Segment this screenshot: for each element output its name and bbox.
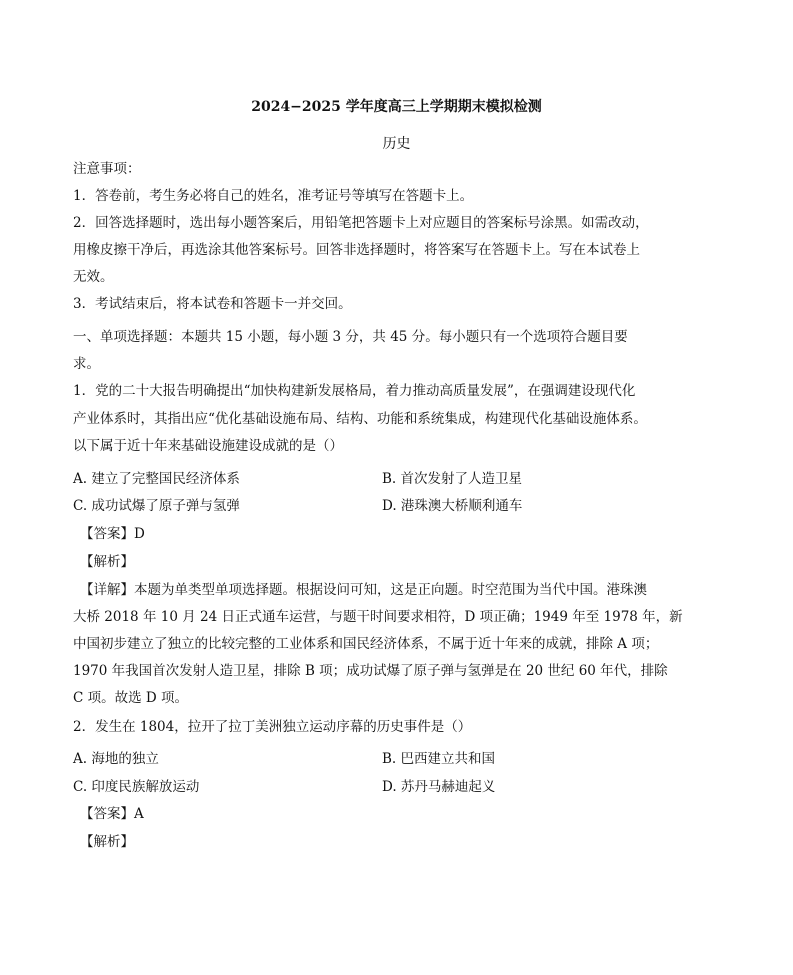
q1-stem-line: 以下属于近十年来基础设施建设成就的是（） — [73, 438, 343, 454]
q1-answer: 【答案】D — [80, 526, 145, 542]
notice-item: 1．答卷前，考生务必将自己的姓名，准考证号等填写在答题卡上。 — [73, 188, 474, 204]
q2-option-d: D. 苏丹马赫迪起义 — [382, 779, 496, 795]
q1-option-d: D. 港珠澳大桥顺利通车 — [382, 498, 523, 514]
q1-analysis-label: 【解析】 — [80, 554, 134, 570]
section-instruction: 一、单项选择题：本题共 15 小题，每小题 3 分，共 45 分。每小题只有一个选项符合题目要 — [73, 329, 628, 345]
q2-analysis-label: 【解析】 — [80, 834, 134, 850]
q1-option-b: B. 首次发射了人造卫星 — [382, 471, 523, 487]
notice-item: 无效。 — [73, 269, 114, 285]
exam-title: 2024−2025 学年度高三上学期期末模拟检测 — [251, 99, 542, 115]
q2-option-a: A. 海地的独立 — [73, 751, 159, 767]
notice-item: 用橡皮擦干净后，再选涂其他答案标号。回答非选择题时，将答案写在答题卡上。写在本试卷上 — [73, 242, 640, 258]
q1-detail-line: C 项。故选 D 项。 — [73, 690, 189, 706]
q2-option-b: B. 巴西建立共和国 — [382, 751, 496, 767]
notice-item: 3．考试结束后，将本试卷和答题卡一并交回。 — [73, 296, 352, 312]
q1-stem-line: 产业体系时，其指出应“优化基础设施布局、结构、功能和系统集成，构建现代化基础设施体系。 — [73, 411, 647, 427]
q1-option-c: C. 成功试爆了原子弹与氢弹 — [73, 498, 240, 514]
q2-option-c: C. 印度民族解放运动 — [73, 779, 200, 795]
q1-detail-line: 【详解】本题为单类型单项选择题。根据设问可知，这是正向题。时空范围为当代中国。港珠澳 — [80, 582, 647, 598]
q1-detail-line: 1970 年我国首次发射人造卫星，排除 B 项；成功试爆了原子弹与氢弹是在 20 世纪 60 年代，排除 — [73, 663, 668, 679]
q1-detail-line: 大桥 2018 年 10 月 24 日正式通车运营，与题干时间要求相符，D 项正确；1949 年至 1978 年，新 — [73, 609, 683, 625]
q1-option-a: A. 建立了完整国民经济体系 — [73, 471, 240, 487]
notice-item: 2．回答选择题时，选出每小题答案后，用铅笔把答题卡上对应题目的答案标号涂黑。如需改动， — [73, 215, 649, 231]
section-instruction: 求。 — [73, 356, 100, 372]
q1-detail-line: 中国初步建立了独立的比较完整的工业体系和国民经济体系，不属于近十年来的成就，排除 A 项； — [73, 636, 659, 652]
q2-answer: 【答案】A — [80, 806, 144, 822]
notice-heading: 注意事项： — [73, 161, 141, 177]
q2-stem: 2．发生在 1804，拉开了拉丁美洲独立运动序幕的历史事件是（） — [73, 719, 472, 735]
q1-stem-line: 1．党的二十大报告明确提出“加快构建新发展格局，着力推动高质量发展”，在强调建设现代化 — [73, 383, 636, 399]
exam-subject: 历史 — [382, 136, 411, 152]
